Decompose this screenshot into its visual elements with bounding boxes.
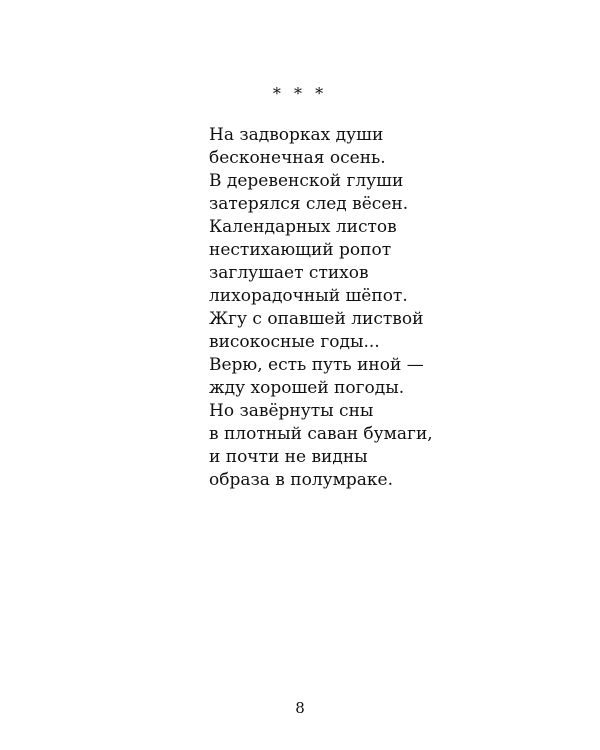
- poem-line: Верю, есть путь иной —: [209, 355, 424, 375]
- poem-line: в плотный саван бумаги,: [209, 424, 433, 444]
- poem-line: високосные годы...: [209, 332, 380, 352]
- poem-line: жду хорошей погоды.: [209, 378, 405, 398]
- page-number: 8: [295, 699, 305, 717]
- poem-line: образа в полумраке.: [209, 470, 393, 490]
- section-divider: * * *: [272, 84, 328, 103]
- poem-line: нестихающий ропот: [209, 240, 392, 260]
- poem-line: и почти не видны: [209, 447, 368, 467]
- poem-line: Но завёрнуты сны: [209, 401, 374, 421]
- poem-line: Жгу с опавшей листвой: [209, 309, 424, 329]
- poem-text: [209, 124, 539, 492]
- poem-line: Календарных листов: [209, 217, 397, 237]
- poem-line: бесконечная осень.: [209, 148, 386, 168]
- poem-line: На задворках души: [209, 125, 384, 145]
- poem-line: В деревенской глуши: [209, 171, 404, 191]
- poem-line: лихорадочный шёпот.: [209, 286, 408, 306]
- poem-line: затерялся след вёсен.: [209, 194, 409, 214]
- poem-line: заглушает стихов: [209, 263, 369, 283]
